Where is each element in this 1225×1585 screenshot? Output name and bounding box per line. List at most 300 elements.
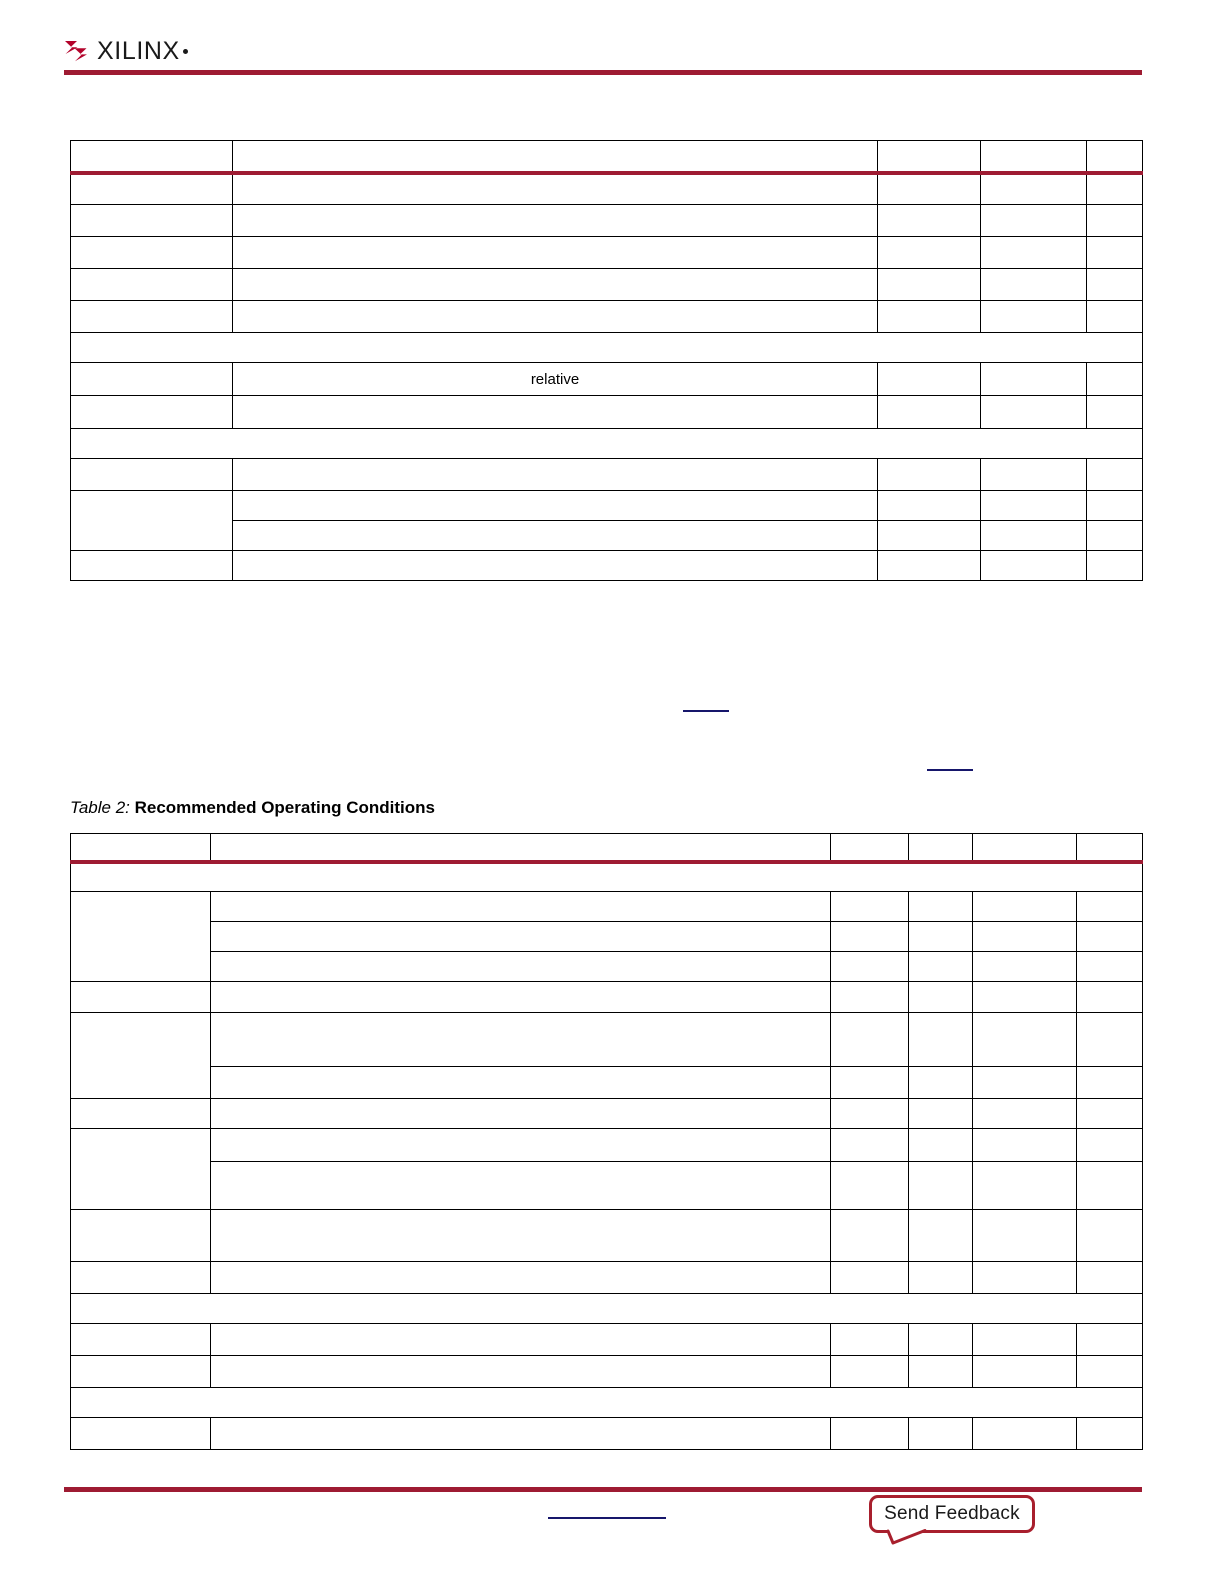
table-cell [909,1262,973,1294]
table-cell [909,1210,973,1262]
table-cell [71,363,233,396]
table-row [71,1013,1143,1067]
table-cell [233,551,878,581]
table-cell [211,1356,831,1388]
cell-text [884,252,974,253]
table-row [71,1210,1143,1262]
table-cell [909,1418,973,1450]
table-header-cell [981,141,1087,173]
table-caption-title: Recommended Operating Conditions [134,798,435,817]
cell-text [837,1039,902,1040]
table-cell [1087,173,1143,205]
cell-text [77,1169,204,1170]
cell-text [1083,1277,1136,1278]
footer-rule [64,1487,1142,1492]
table-cell [1087,551,1143,581]
cell-text [1083,1371,1136,1372]
table-cell [981,363,1087,396]
table-header-cell [1077,834,1143,862]
table-cell [831,922,909,952]
cell-text [979,1145,1070,1146]
table-cell [1087,459,1143,491]
cell-text [837,906,902,907]
table-cell [211,1099,831,1129]
table-cell [878,237,981,269]
cell-text [979,1039,1070,1040]
cell-text [1083,1082,1136,1083]
table-cell [981,551,1087,581]
table-cell [1077,1324,1143,1356]
table-row [71,301,1143,333]
table-cell [878,269,981,301]
send-feedback-bubble [869,1495,1035,1533]
cell-text [915,1371,966,1372]
xilinx-logo [64,38,188,64]
header-rule [64,70,1142,75]
cell-text [979,1185,1070,1186]
cell-text [77,220,226,221]
cell-text [77,1113,204,1114]
cell-text [77,1371,204,1372]
table-cell [71,205,233,237]
table-row [71,551,1143,581]
table-row [71,141,1143,173]
cell-text [987,379,1080,380]
cell-text [979,906,1070,907]
cell-text [217,1371,824,1372]
cell-text [915,1235,966,1236]
table-cell [831,1418,909,1450]
cell-text [1093,565,1136,566]
table-cell-merged [71,1129,211,1210]
table-row [71,834,1143,862]
table-section-row [71,1388,1143,1418]
cell-text [1093,379,1136,380]
table-cell [71,269,233,301]
cell-text [1083,1113,1136,1114]
cell-text [239,252,871,253]
cell-text [884,379,974,380]
table-cell [71,237,233,269]
cell-text [77,1055,204,1056]
table-cell [71,301,233,333]
cell-text [217,1039,824,1040]
cell-text [217,1339,824,1340]
cell-text [837,936,902,937]
cell-text [77,1339,204,1340]
cell-text [77,189,226,190]
table-section-cell [71,333,1143,363]
table-two-caption [70,798,435,818]
cell-text [77,379,226,380]
table-cell [981,459,1087,491]
cell-text [77,284,226,285]
cell-text [837,1371,902,1372]
table-cell [233,205,878,237]
table-cell [973,952,1077,982]
cell-text [837,997,902,998]
cell-text [884,565,974,566]
cell-text [77,252,226,253]
cell-text [1083,1235,1136,1236]
table-cell [981,173,1087,205]
cell-text [987,412,1080,413]
cell-text [1093,535,1136,536]
cell-text [915,1113,966,1114]
table-cell [981,269,1087,301]
cell-text [1093,155,1136,156]
cell-text [239,316,871,317]
cell-text [884,189,974,190]
table-cell [831,1210,909,1262]
table-header-cell [1087,141,1143,173]
table-cell [973,1013,1077,1067]
cell-text [77,565,226,566]
cell-text [837,966,902,967]
cell-text [987,474,1080,475]
cell-text [217,1113,824,1114]
table-one [70,140,1143,581]
cell-text [1093,474,1136,475]
table-cell [909,952,973,982]
cell-text [884,284,974,285]
cell-text [217,997,824,998]
cell-text [979,1235,1070,1236]
cell-text [884,474,974,475]
xilinx-logo-icon [64,40,88,62]
brand-name: XILINX [97,36,180,65]
table-cell [878,521,981,551]
table-row [71,892,1143,922]
table-row [71,1162,1143,1210]
table-cell [973,1162,1077,1210]
table-cell-relative [233,363,878,396]
table-cell [981,521,1087,551]
table-cell [1087,205,1143,237]
table-header-cell [909,834,973,862]
cell-text [1093,316,1136,317]
table-cell [71,551,233,581]
table-cell [981,237,1087,269]
table-row [71,205,1143,237]
table-cell [211,892,831,922]
cell-text [979,846,1070,847]
table-cell [973,1262,1077,1294]
table-header-cell [878,141,981,173]
table-cell [909,892,973,922]
table-cell [831,1356,909,1388]
table-header-cell [71,834,211,862]
brand-dot [183,49,188,54]
table-cell [211,1067,831,1099]
table-section-cell [71,429,1143,459]
cell-text [1093,284,1136,285]
table-cell [71,1324,211,1356]
cell-text [915,997,966,998]
table-cell [981,301,1087,333]
cell-text [1083,936,1136,937]
table-row [71,1262,1143,1294]
cell-text [217,1433,824,1434]
cell-text [1083,846,1136,847]
table-cell [1087,269,1143,301]
table-cell [71,982,211,1013]
cell-text [884,412,974,413]
cell-text [837,1433,902,1434]
cell-text [77,443,1136,444]
cell-text [979,1339,1070,1340]
table-cell [878,363,981,396]
table-cell [878,301,981,333]
page-header [0,0,1225,80]
table-cell [909,1324,973,1356]
table-section-cell [71,1388,1143,1418]
cell-text [77,1402,1136,1403]
cell-text [884,220,974,221]
table-cell [1087,491,1143,521]
table-cell [1087,363,1143,396]
table-cell [973,1356,1077,1388]
cell-text [77,997,204,998]
table-cell [981,205,1087,237]
table-cell [211,1262,831,1294]
cell-text [915,1039,966,1040]
cell-text [239,155,871,156]
cell-text [77,347,1136,348]
table-cell-merged [71,892,211,982]
table-cell [831,1162,909,1210]
cell-text [77,1277,204,1278]
table-section-row [71,429,1143,459]
cell-text [239,474,871,475]
table-cell [909,1013,973,1067]
table-cell [878,205,981,237]
table-row [71,173,1143,205]
table-cell [1077,1067,1143,1099]
cell-text [1093,252,1136,253]
table-row [71,922,1143,952]
cell-text [239,505,871,506]
cell-text [915,1433,966,1434]
table-section-row [71,862,1143,892]
cell-text [987,316,1080,317]
cell-text [979,936,1070,937]
speech-bubble-tail-icon [887,1530,927,1544]
table-row [71,396,1143,429]
table-cell [1077,1099,1143,1129]
cell-text [77,1235,204,1236]
table-cell [878,459,981,491]
table-row [71,491,1143,521]
cell-text [979,966,1070,967]
table-row [71,1324,1143,1356]
cell-text [1083,1145,1136,1146]
cell-text [837,1185,902,1186]
table-cell [878,396,981,429]
table-cell [973,1067,1077,1099]
table-cell [211,982,831,1013]
table-cell [831,1099,909,1129]
cross-reference-link[interactable] [927,757,973,771]
cell-text [77,474,226,475]
table-cell [878,551,981,581]
cell-text [915,906,966,907]
table-cell [71,1099,211,1129]
table-cell-merged [71,491,233,551]
cell-text [884,155,974,156]
table-two-body [71,834,1143,1450]
table-cell [1077,982,1143,1013]
table-cell [981,396,1087,429]
table-section-row [71,333,1143,363]
table-cell [1087,521,1143,551]
cell-text [1093,189,1136,190]
table-cell-merged [71,1013,211,1099]
table-row [71,1067,1143,1099]
cell-text [1093,220,1136,221]
table-header-cell [71,141,233,173]
table-cell [878,173,981,205]
cell-text [837,1339,902,1340]
table-row [71,952,1143,982]
cell-text [77,155,226,156]
table-row [71,269,1143,301]
cell-text [884,316,974,317]
cell-text [1083,1185,1136,1186]
cell-text [915,936,966,937]
table-cell [878,491,981,521]
cell-text [979,1433,1070,1434]
table-cell [831,1262,909,1294]
cell-text [915,966,966,967]
cell-text [837,1277,902,1278]
table-cell [831,952,909,982]
table-cell [71,1262,211,1294]
table-cell [1087,237,1143,269]
table-cell [233,237,878,269]
cross-reference-link[interactable] [683,698,729,712]
cell-text [1083,1039,1136,1040]
cell-text [217,1277,824,1278]
table-cell [909,1099,973,1129]
table-cell [1087,396,1143,429]
table-cell [973,922,1077,952]
table-cell [211,1129,831,1162]
table-cell [233,491,878,521]
cell-text [77,1433,204,1434]
cell-text [915,1277,966,1278]
table-row [71,459,1143,491]
table-two [70,833,1143,1450]
table-section-row [71,1294,1143,1324]
footer-document-link[interactable] [548,1505,666,1519]
cell-text [987,189,1080,190]
cell-text [837,1235,902,1236]
table-cell [1077,922,1143,952]
table-cell [909,982,973,1013]
cell-text [1083,997,1136,998]
table-cell [71,1210,211,1262]
table-cell [233,269,878,301]
cell-text [915,1185,966,1186]
table-cell [211,1210,831,1262]
table-section-cell [71,862,1143,892]
table-section-cell [71,1294,1143,1324]
send-feedback-button[interactable] [869,1495,1035,1537]
cell-text [884,535,974,536]
cell-text [987,284,1080,285]
table-cell [71,396,233,429]
cell-text [915,846,966,847]
table-cell [71,459,233,491]
cell-text [217,846,824,847]
cell-text [217,936,824,937]
cell-text [77,936,204,937]
cell-text [77,412,226,413]
cell-text [915,1339,966,1340]
table-cell [973,982,1077,1013]
table-header-cell [233,141,878,173]
table-caption-number: Table 2: [70,798,130,817]
cell-text [77,1308,1136,1309]
table-cell [831,892,909,922]
table-cell [909,1067,973,1099]
table-cell [831,1129,909,1162]
cell-text [837,1145,902,1146]
table-cell [71,1418,211,1450]
table-cell [909,1356,973,1388]
cell-text [1083,906,1136,907]
table-cell [211,922,831,952]
cell-text [837,1082,902,1083]
cell-text [239,535,871,536]
table-row [71,1356,1143,1388]
table-header-cell [831,834,909,862]
table-cell [831,1013,909,1067]
table-cell [1077,1129,1143,1162]
table-cell [233,301,878,333]
cell-text [217,1185,824,1186]
table-cell [211,1324,831,1356]
table-cell [1077,1418,1143,1450]
cell-text [77,520,226,521]
cell-text [987,252,1080,253]
table-cell [981,491,1087,521]
table-one-body [71,141,1143,581]
table-header-cell [211,834,831,862]
cell-text [915,1082,966,1083]
cell-text [217,1235,824,1236]
cell-text [915,1145,966,1146]
table-cell [1077,892,1143,922]
cell-text [837,846,902,847]
table-row [71,1418,1143,1450]
table-cell [973,1129,1077,1162]
cell-text [239,189,871,190]
table-cell [71,1356,211,1388]
cell-text [979,1371,1070,1372]
cell-text [987,220,1080,221]
cell-text [987,505,1080,506]
table-cell [1077,1262,1143,1294]
table-cell [973,1099,1077,1129]
cell-text [239,220,871,221]
table-cell [1077,1162,1143,1210]
cell-text [239,412,871,413]
table-cell [831,1067,909,1099]
table-cell [211,1162,831,1210]
cell-text [239,565,871,566]
